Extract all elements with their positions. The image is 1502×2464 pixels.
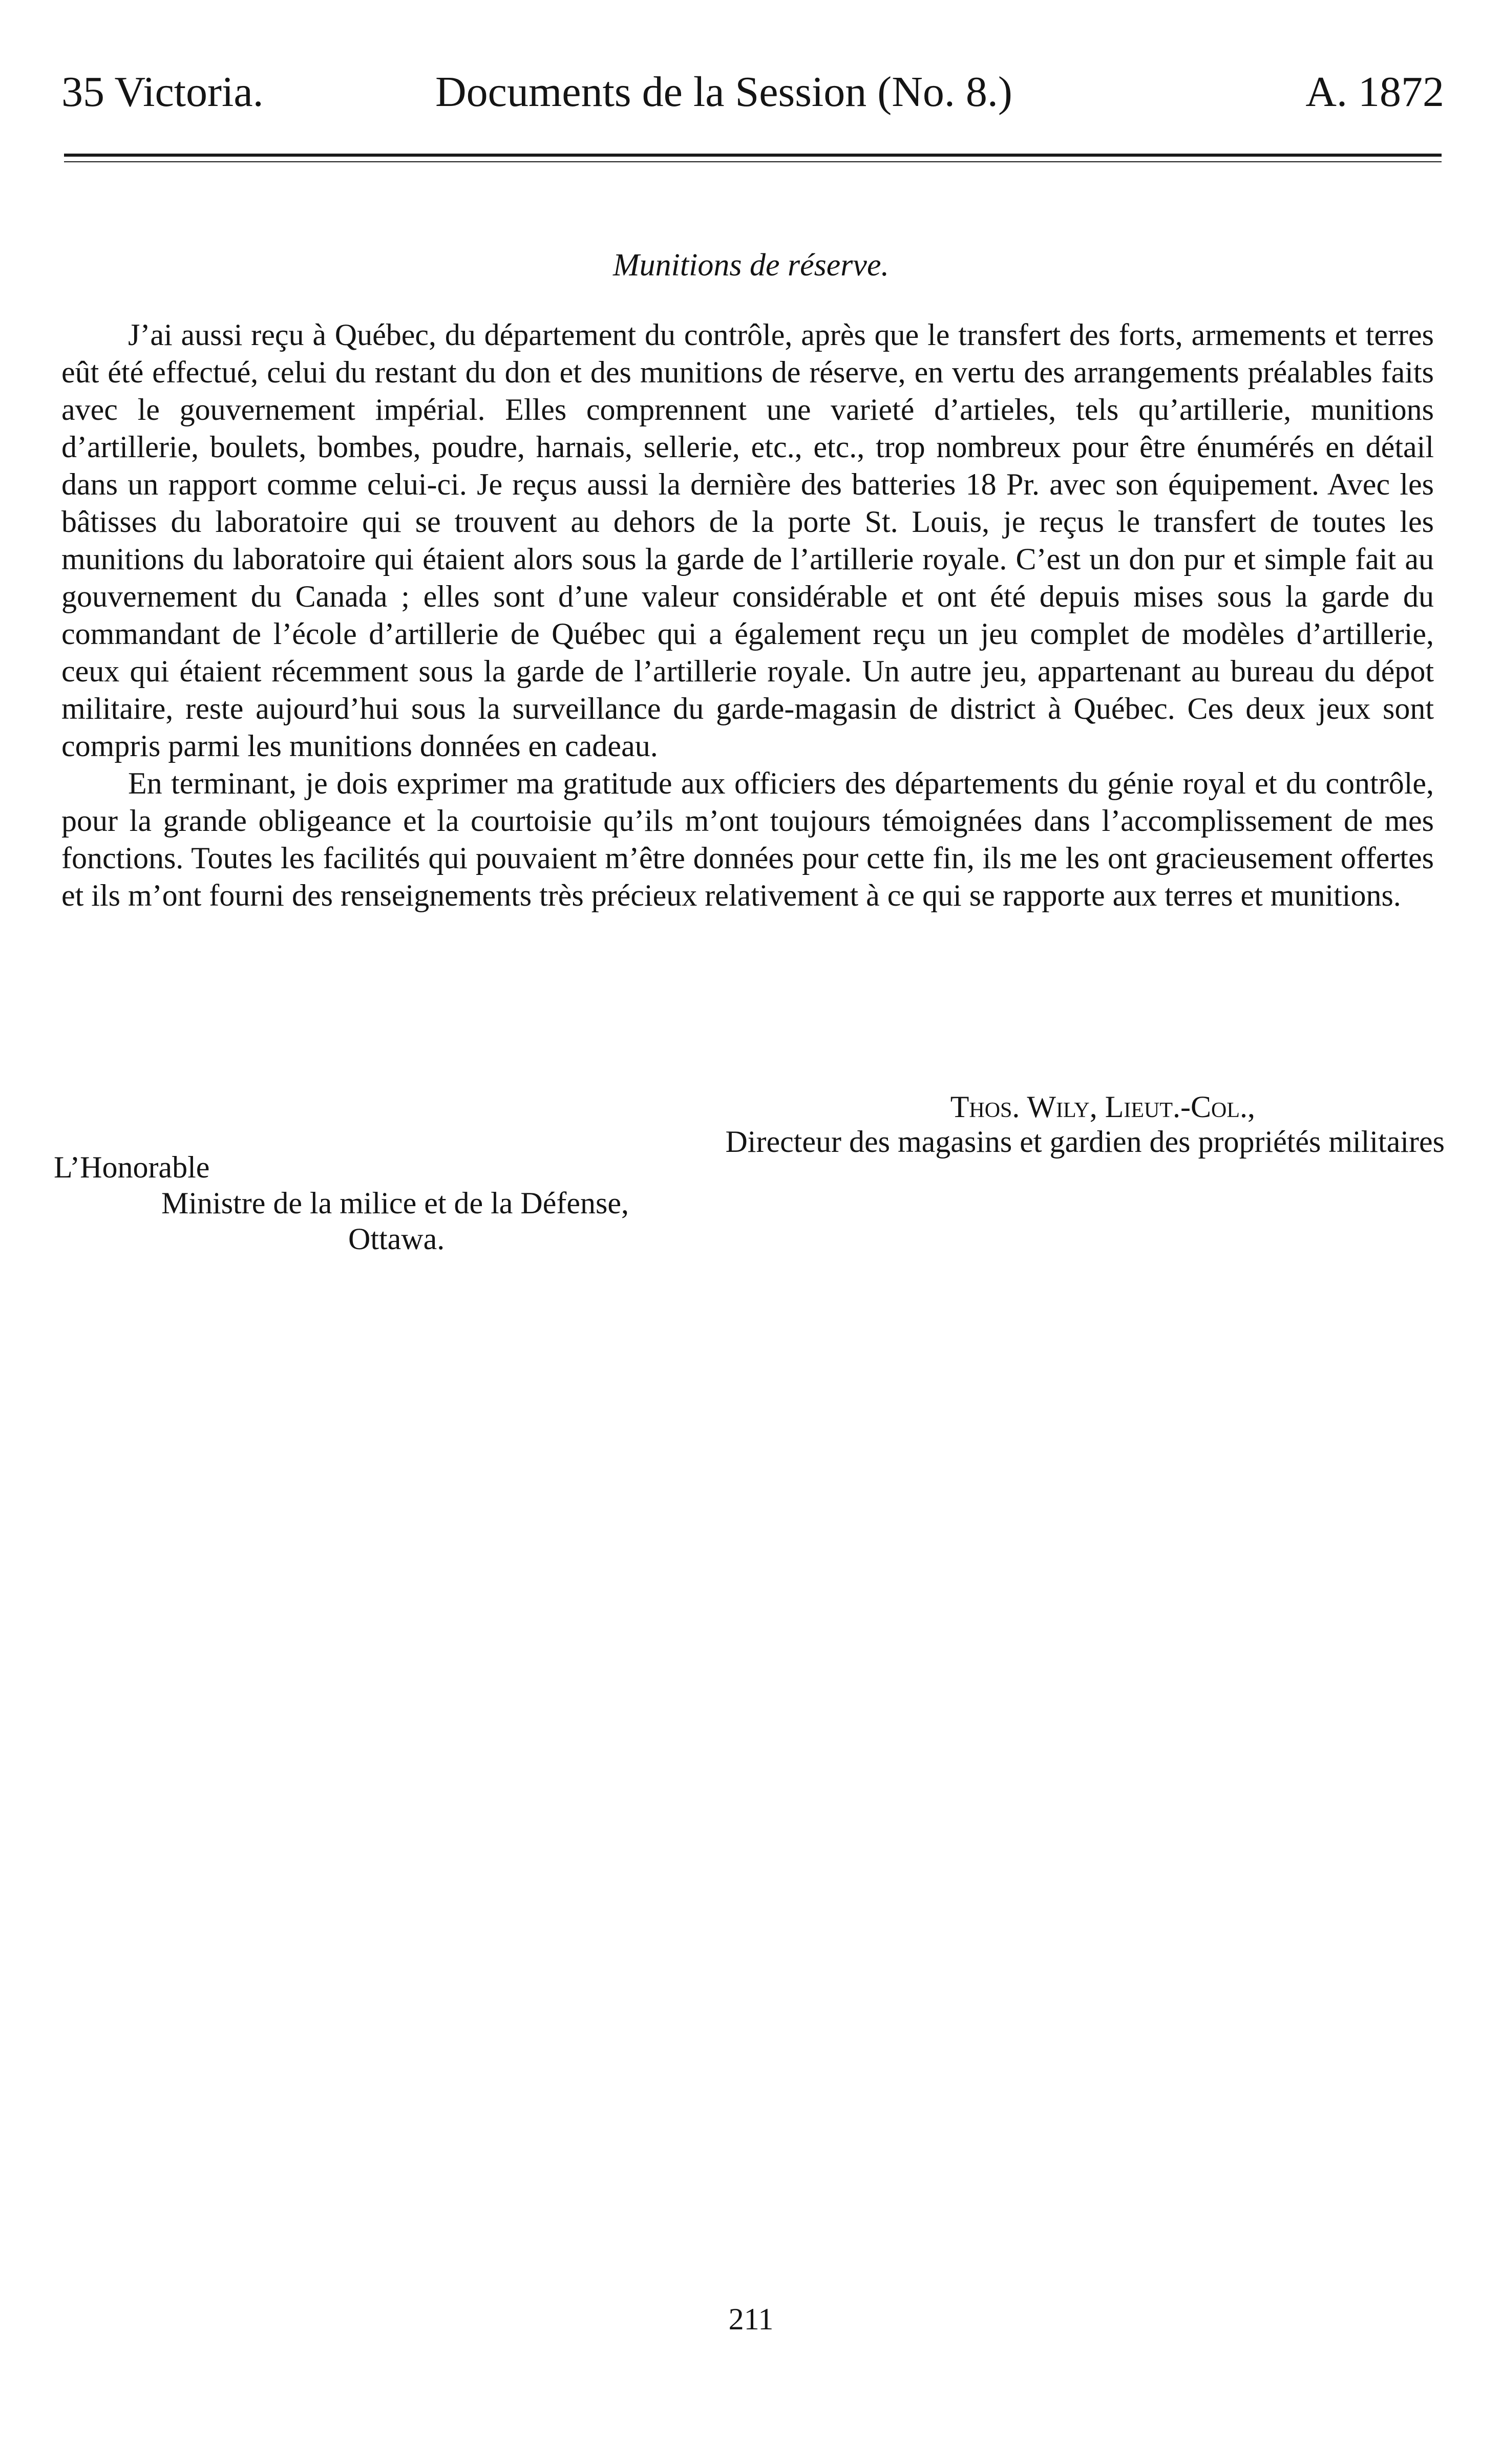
signatory-role: Directeur des magasins et gardien des propriétés militaires xyxy=(725,1125,1445,1159)
body-text xyxy=(61,316,1434,914)
addressee-title: Ministre de la milice et de la Défense, xyxy=(161,1186,629,1220)
section-title: Munitions de réserve. xyxy=(613,248,889,283)
paragraph: En terminant, je dois exprimer ma gratitude aux officiers des départements du génie royal et du contrôle, pour la grande obligeance et la courtoisie qu’ils m’ont toujours témoignées dans l’accomplissement de mes fonctions. Toutes les facilités qui pouvaient m’être données pour cette fin, ils me les ont gracieusement offertes et ils m’ont fourni des renseignements très précieux relativement à ce qui se rapporte aux terres et munitions. xyxy=(61,766,1434,912)
header-title: Documents de la Session (No. 8.) xyxy=(435,68,1012,116)
page-number: 211 xyxy=(728,2302,774,2336)
addressee-block xyxy=(54,1149,629,1257)
header-volume: 35 Victoria. xyxy=(61,68,264,116)
signatory-name: Thos. Wily, Lieut.-Col., xyxy=(950,1090,1255,1124)
running-header xyxy=(61,61,1444,123)
header-rule-thin xyxy=(64,161,1442,162)
header-year: A. 1872 xyxy=(1305,68,1444,116)
paragraph: J’ai aussi reçu à Québec, du département du contrôle, après que le transfert des forts, armements et terres eût été effectué, celui du restant du don et des munitions de réserve, en vertu des arrangements préalables faits avec le gouvernement impérial. Elles comprennent une varieté d’artieles, tels qu’artillerie, munitions d’artillerie, boulets, bombes, poudre, harnais, sellerie, etc., etc., trop nombreux pour être énumérés en détail dans un rapport comme celui-ci. Je reçus aussi la dernière des batteries 18 Pr. avec son équipement. Avec les bâtisses du laboratoire qui se trouvent au dehors de la porte St. Louis, je reçus le transfert de toutes les munitions du laboratoire qui étaient alors sous la garde de l’artillerie royale. C’est un don pur et simple fait au gouvernement du Canada ; elles sont d’une valeur considérable et ont été depuis mises sous la garde du commandant de l’école d’artillerie de Québec qui a également reçu un jeu complet de modèles d’artillerie, ceux qui étaient récemment sous la garde de l’artillerie royale. Un autre jeu, appartenant au bureau du dépot militaire, reste aujourd’hui sous la surveillance du garde-magasin de district à Québec. Ces deux jeux sont compris parmi les munitions données en cadeau. xyxy=(61,318,1434,763)
signature-block xyxy=(725,1089,1445,1159)
header-rule xyxy=(64,154,1442,157)
addressee-city: Ottawa. xyxy=(348,1222,445,1256)
addressee-salutation: L’Honorable xyxy=(54,1150,210,1184)
